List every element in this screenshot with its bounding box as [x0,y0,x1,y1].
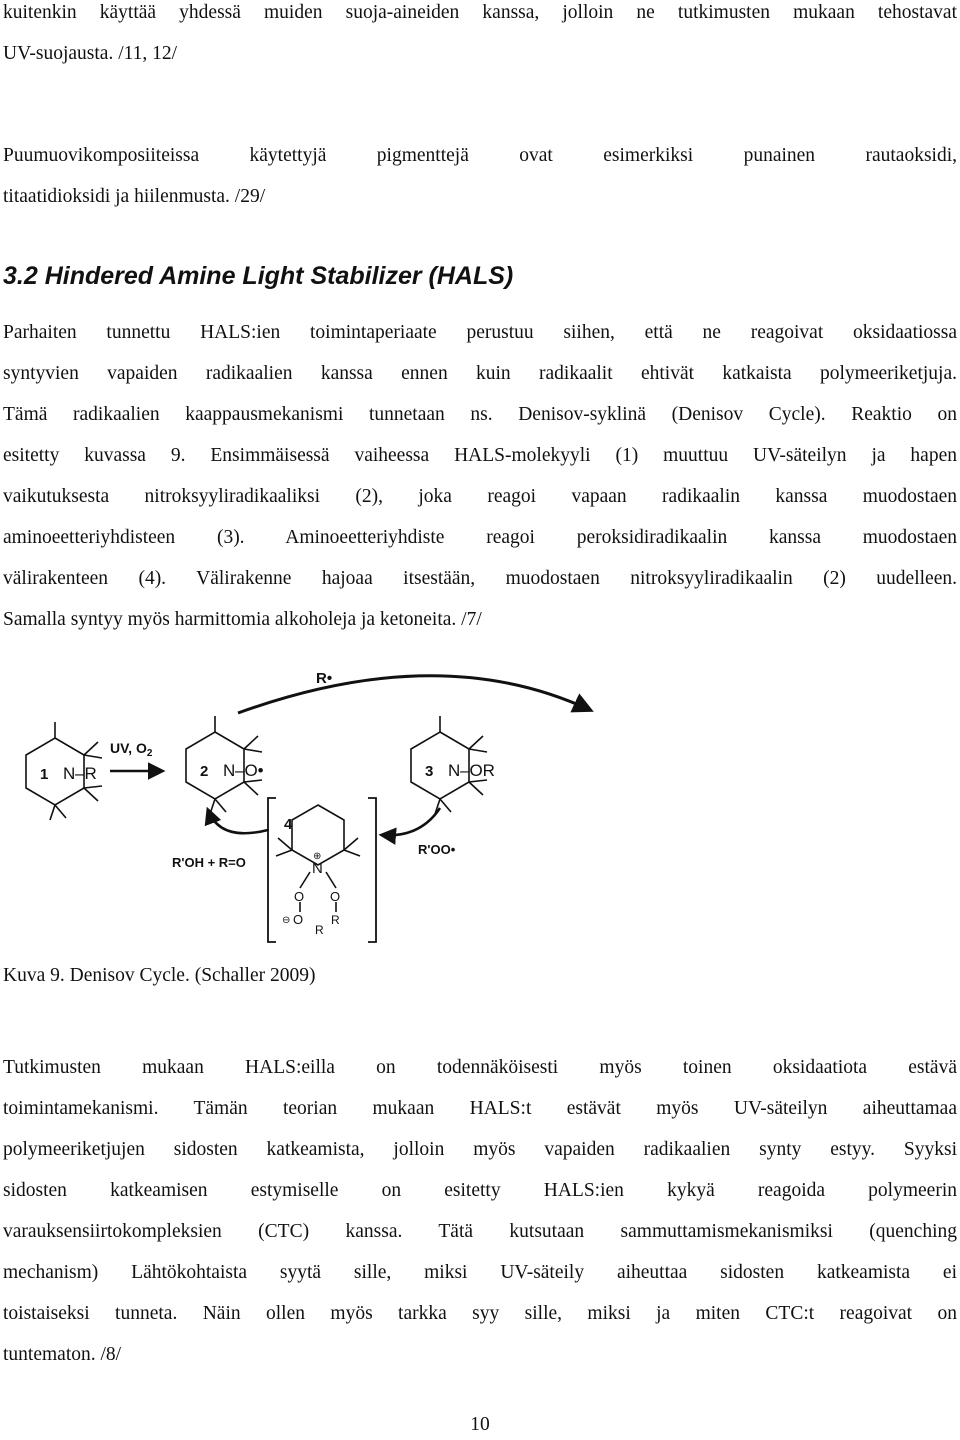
label-3: 3 [425,763,434,780]
plus-charge: ⊕ [313,851,322,862]
text-line: tuntematon. /8/ [3,1344,122,1365]
text-line: mechanism) Lähtökohtaista syytä sille, miksi UV-säteily aiheuttaa sidosten katkeamista ei [3,1262,957,1283]
label-2: 2 [200,763,209,780]
roh-label: R'OH + R=O [172,855,246,870]
text-line: Tämä radikaalien kaappausmekanismi tunnetaan ns. Denisov-syklinä (Denisov Cycle). Reaktio on [3,404,957,425]
text-line: Tutkimusten mukaan HALS:eilla on todennäköisesti myös toinen oksidaatiota estävä [3,1057,957,1078]
text-line: varauksensiirtokompleksien (CTC) kanssa. Tätä kutsutaan sammuttamismekanismiksi (quenching [3,1221,957,1242]
label-4: 4 [284,816,293,833]
r-group: R [315,923,324,937]
r-group: R [331,913,340,927]
right-curved-arrow [382,808,440,835]
o-atom: O [293,912,304,927]
left-curved-arrow [208,810,268,833]
text-line: syntyvien vapaiden radikaalien kanssa ennen kuin radikaalit ehtivät katkaista polymeeriketjuja. [3,363,957,384]
text-line: vaikutuksesta nitroksyyliradikaaliksi (2), joka reagoi vapaan radikaalin kanssa muodostaen [3,486,957,507]
text-line: Parhaiten tunnettu HALS:ien toimintaperiaate perustuu siihen, että ne reagoivat oksidaatiossa [3,322,957,343]
paragraph-3 [3,312,957,640]
o-atom: O [294,889,305,904]
n-atom: N [448,761,461,780]
text-line: aminoeetteriyhdisteen (3). Aminoeetteriyhdiste reagoi peroksidiradikaalin kanssa muodostaen [3,527,957,548]
nor-group: –OR [460,761,495,780]
n-atom: N [223,761,236,780]
roo-label: R'OO• [418,842,456,857]
paragraph-4 [3,1047,957,1375]
paragraph-2 [3,135,957,217]
molecule-4 [276,805,360,937]
text-line: välirakenteen (4). Välirakenne hajoaa itsestään, muodostaen nitroksyyliradikaalin (2) uudelleen. [3,568,957,589]
paragraph-1 [3,0,957,74]
text-line: kuitenkin käyttää yhdessä muiden suoja-aineiden kanssa, jolloin ne tutkimusten mukaan tehostavat [3,2,957,23]
minus-charge: ⊖ [282,915,291,926]
figure-caption: Kuva 9. Denisov Cycle. (Schaller 2009) [3,965,316,986]
molecule-2 [186,716,264,814]
text-line: Puumuovikomposiiteissa käytettyjä pigmenttejä ovat esimerkiksi punainen rautaoksidi, [3,145,957,166]
text-line: esitetty kuvassa 9. Ensimmäisessä vaiheessa HALS-molekyyli (1) muuttuu UV-säteilyn ja hapen [3,445,957,466]
text-line: toistaiseksi tunneta. Näin ollen myös tarkka syy sille, miksi ja miten CTC:t reagoivat on [3,1303,957,1324]
nr-group: –R [75,764,97,783]
top-arc-arrow [238,676,590,713]
denisov-cycle-diagram [0,660,960,950]
text-line: UV-suojausta. /11, 12/ [3,43,178,64]
left-bracket [268,798,276,942]
section-heading: 3.2 Hindered Amine Light Stabilizer (HALS) [3,262,514,290]
page-number: 10 [470,1414,490,1435]
text-line: toimintamekanismi. Tämän teorian mukaan HALS:t estävät myös UV-säteilyn aiheuttamaa [3,1098,957,1119]
molecule-1 [26,722,102,820]
label-1: 1 [40,766,49,783]
text-line: polymeeriketjujen sidosten katkeamista, jolloin myös vapaiden radikaalien synty estyy. Syyksi [3,1139,957,1160]
no-radical-group: –O• [235,761,264,780]
text-line: sidosten katkeamisen estymiselle on esitetty HALS:ien kykyä reagoida polymeerin [3,1180,957,1201]
n-atom: N [63,764,76,783]
right-bracket [368,798,376,942]
r-radical-label: R• [316,670,333,687]
molecule-3 [411,716,495,814]
n-atom: N [312,860,323,877]
uv-label: UV, $O_2$ [110,740,153,759]
text-line: titaatidioksidi ja hiilenmusta. /29/ [3,186,266,207]
o-atom: O [330,889,341,904]
text-line: Samalla syntyy myös harmittomia alkoholeja ja ketoneita. /7/ [3,609,482,630]
